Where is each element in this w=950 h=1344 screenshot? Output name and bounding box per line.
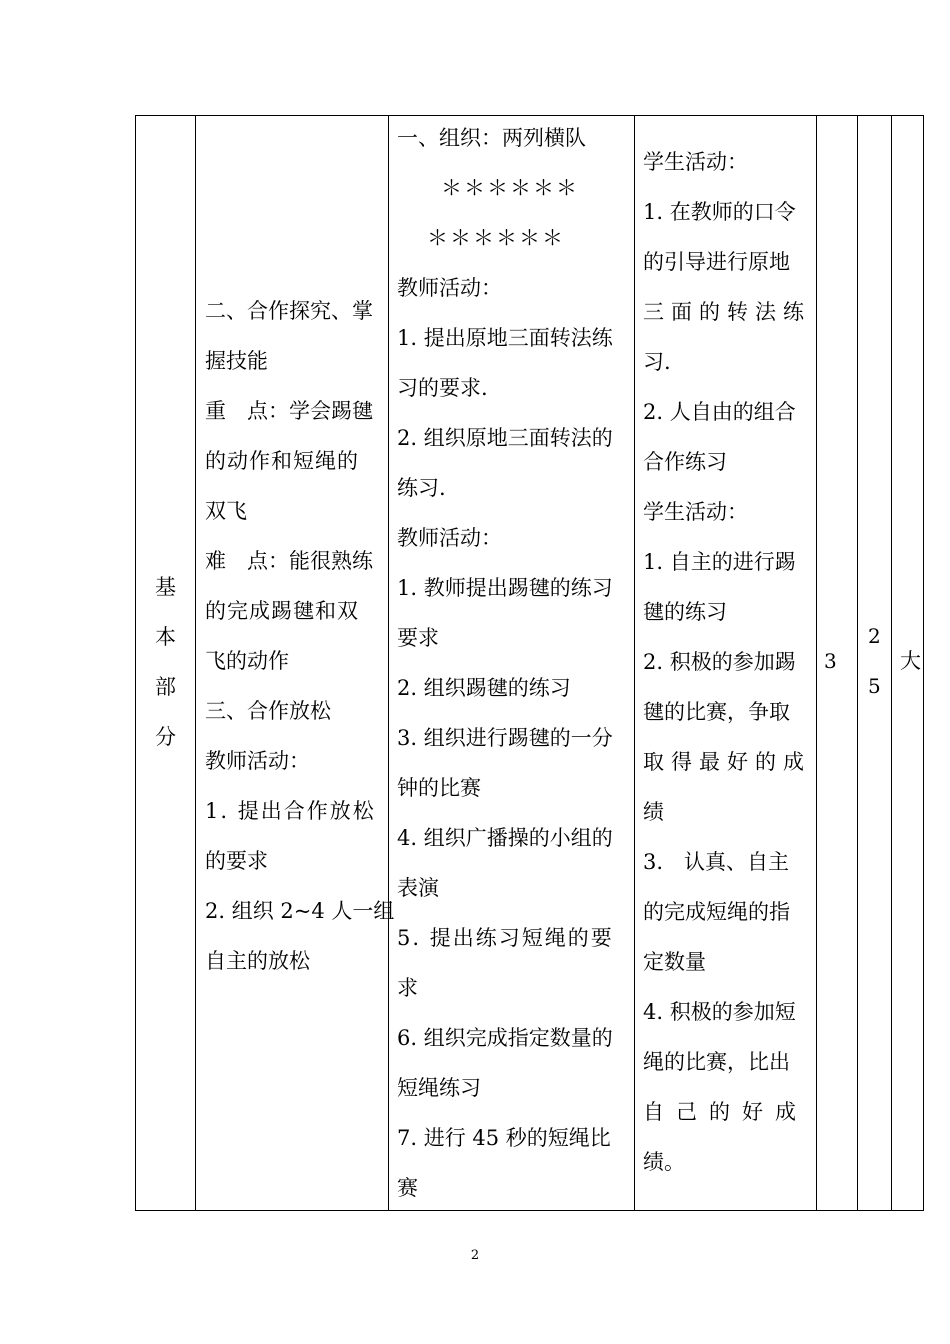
text-line: 5. 提出练习短绳的要 — [397, 926, 614, 950]
lesson-plan-table — [135, 115, 924, 1211]
intensity-value: 大 — [900, 649, 921, 673]
student-activity-text — [643, 137, 811, 1187]
text-line: 要求 — [397, 626, 439, 650]
count-value: 3 — [824, 649, 837, 673]
time-digit: 2 — [868, 624, 881, 648]
text-line: 自己的好成 — [643, 1100, 808, 1124]
text-line: 2. 积极的参加踢 — [643, 650, 796, 674]
count-column — [816, 116, 857, 1210]
text-line: 7. 进行 45 秒的短绳比 — [397, 1126, 611, 1150]
section-column — [136, 116, 195, 1210]
text-line: 重 点：学会踢毽 — [205, 399, 373, 423]
text-line: 绩。 — [643, 1150, 685, 1174]
text-line: 求 — [397, 976, 418, 1000]
section-label-char: 部 — [155, 675, 176, 699]
text-line: 教师活动： — [205, 749, 310, 773]
section-label-char: 分 — [155, 725, 176, 749]
section-label-char: 基 — [155, 575, 176, 599]
text-line: 一、组织：两列横队 — [397, 126, 586, 150]
text-line: 绳的比赛，比出 — [643, 1050, 790, 1074]
text-line: 教师活动： — [397, 276, 502, 300]
text-line: 学生活动： — [643, 500, 748, 524]
text-line: 的完成短绳的指 — [643, 900, 790, 924]
time-digit: 5 — [868, 674, 881, 698]
text-line: 难 点：能很熟练 — [205, 549, 373, 573]
text-line: 1. 提出原地三面转法练 — [397, 326, 613, 350]
text-line: 2. 组织原地三面转法的 — [397, 426, 613, 450]
text-line: ＊＊＊＊＊＊ — [427, 226, 565, 250]
student-activity-column — [634, 116, 816, 1210]
time-value — [868, 611, 881, 711]
teacher-activity-text — [397, 113, 627, 1213]
text-line: 的引导进行原地 — [643, 250, 790, 274]
text-line: 2. 组织 2~4 人一组 — [205, 899, 395, 923]
text-line: 赛 — [397, 1176, 418, 1200]
text-line: 毽的比赛，争取 — [643, 700, 790, 724]
section-label-char: 本 — [155, 625, 176, 649]
text-line: 三面的转法练 — [643, 300, 811, 324]
text-line: 飞的动作 — [205, 649, 289, 673]
text-line: 1. 教师提出踢毽的练习 — [397, 576, 613, 600]
text-line: 2. 组织踢毽的练习 — [397, 676, 571, 700]
text-line: 表演 — [397, 876, 439, 900]
text-line: 自主的放松 — [205, 949, 310, 973]
content-column — [195, 116, 395, 1210]
text-line: 的要求 — [205, 849, 268, 873]
text-line: 4. 积极的参加短 — [643, 1000, 796, 1024]
teacher-activity-column — [388, 116, 634, 1210]
text-line: 4. 组织广播操的小组的 — [397, 826, 613, 850]
text-line: 钟的比赛 — [397, 776, 481, 800]
text-line: 教师活动： — [397, 526, 502, 550]
text-line: 的动作和短绳的 — [205, 449, 359, 473]
text-line: 1. 自主的进行踢 — [643, 550, 796, 574]
text-line: 短绳练习 — [397, 1076, 481, 1100]
text-line: 6. 组织完成指定数量的 — [397, 1026, 613, 1050]
text-line: 习. — [643, 350, 671, 374]
text-line: 2. 人自由的组合 — [643, 400, 796, 424]
text-line: ＊＊＊＊＊＊ — [441, 176, 579, 200]
text-line: 毽的练习 — [643, 600, 727, 624]
text-line: 3. 认真、自主 — [643, 850, 790, 874]
text-line: 绩 — [643, 800, 664, 824]
text-line: 练习. — [397, 476, 446, 500]
text-line: 1. 提出合作放松 — [205, 799, 376, 823]
text-line: 定数量 — [643, 950, 706, 974]
text-line: 习的要求. — [397, 376, 488, 400]
text-line: 二、合作探究、掌 — [205, 299, 373, 323]
section-label — [136, 562, 195, 762]
page-number: 2 — [470, 1248, 480, 1263]
text-line: 三、合作放松 — [205, 699, 331, 723]
text-line: 合作练习 — [643, 450, 727, 474]
text-line: 双飞 — [205, 499, 247, 523]
time-column — [857, 116, 891, 1210]
text-line: 握技能 — [205, 349, 268, 373]
text-line: 3. 组织进行踢毽的一分 — [397, 726, 613, 750]
text-line: 取得最好的成 — [643, 750, 811, 774]
text-line: 1. 在教师的口令 — [643, 200, 796, 224]
content-text — [205, 286, 395, 986]
text-line: 学生活动： — [643, 150, 748, 174]
intensity-column — [891, 116, 924, 1210]
text-line: 的完成踢毽和双 — [205, 599, 359, 623]
